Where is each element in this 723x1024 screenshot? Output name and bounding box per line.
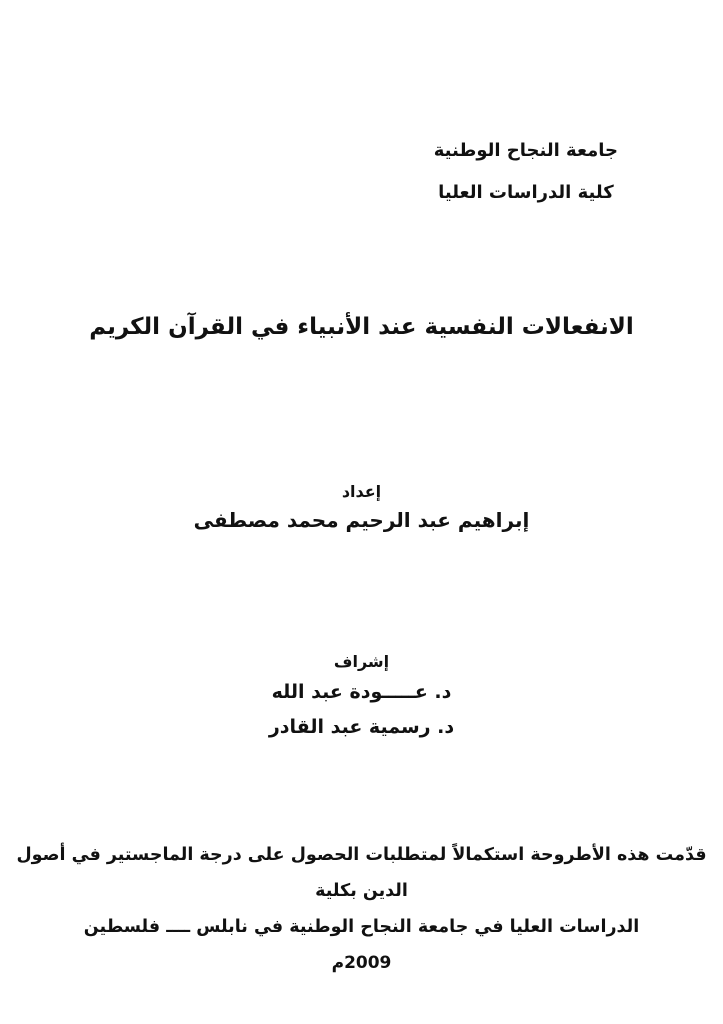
university-header — [434, 130, 618, 214]
prepared-by-label: إعداد — [341, 482, 382, 501]
supervision-section — [0, 652, 723, 745]
submission-year: 2009م — [331, 953, 392, 973]
supervisor-name-1: د. عـــــودة عبد الله — [271, 681, 452, 703]
author-name: إبراهيم عبد الرحيم محمد مصطفى — [193, 508, 530, 532]
thesis-title: الانفعالات النفسية عند الأنبياء في القرآن الكريم — [89, 314, 634, 340]
supervision-label: إشراف — [333, 652, 390, 671]
supervisor-name-2: د. رسمية عبد القادر — [268, 716, 455, 738]
university-name: جامعة النجاح الوطنية — [433, 140, 618, 161]
submission-line-1: قدّمت هذه الأطروحة استكمالاً لمتطلبات الحصول على درجة الماجستير في أصول الدين بكلية — [16, 845, 707, 901]
submission-statement — [0, 837, 723, 981]
faculty-name: كلية الدراسات العليا — [438, 182, 614, 203]
preparation-section — [0, 482, 723, 532]
submission-line-2: الدراسات العليا في جامعة النجاح الوطنية في نابلس ــــ فلسطين — [83, 917, 640, 937]
